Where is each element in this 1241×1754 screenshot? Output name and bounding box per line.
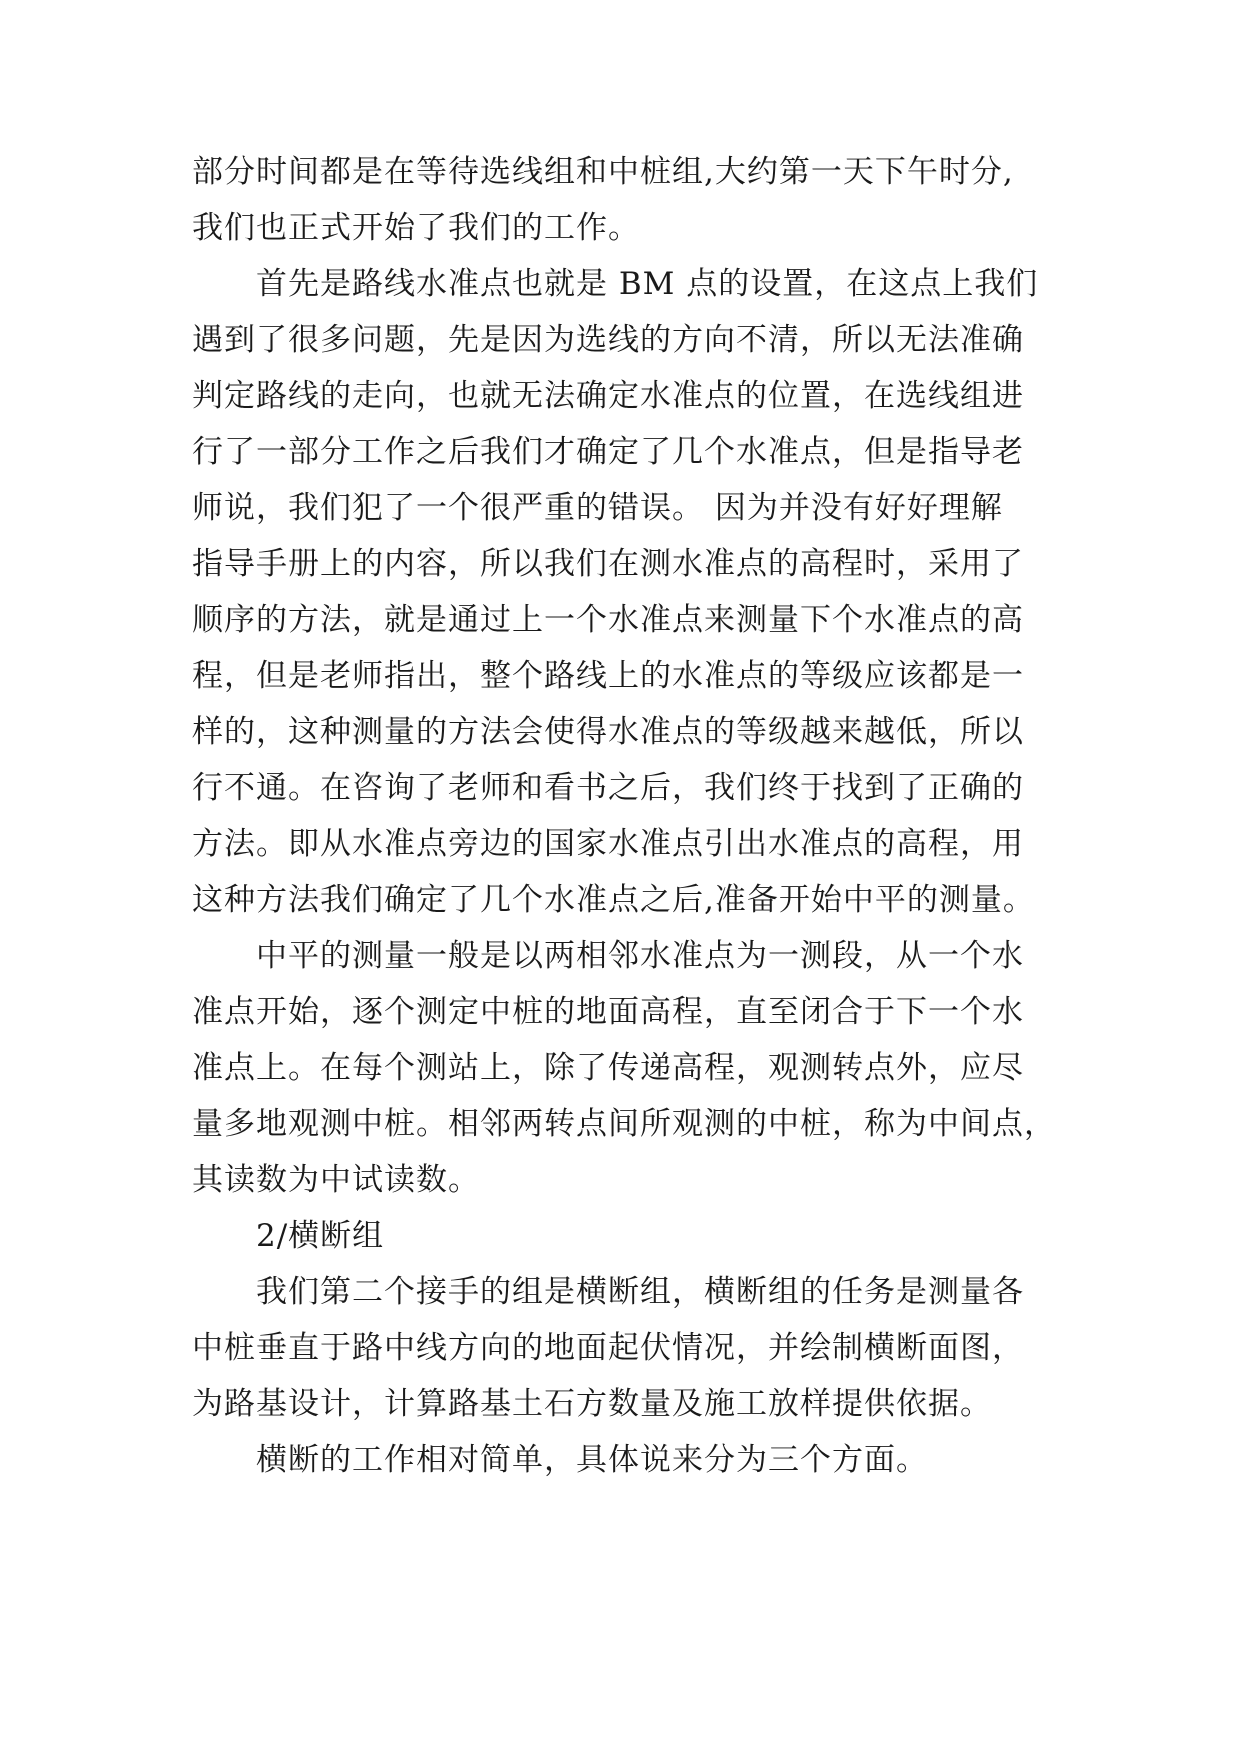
text-line: 我们也正式开始了我们的工作。 [192,210,640,246]
paragraph-start-line: 横断的工作相对简单，具体说来分为三个方面。 [256,1442,928,1478]
text-line: 准点上。在每个测站上，除了传递高程，观测转点外，应尽 [192,1050,1024,1086]
paragraph-start-line: 中平的测量一般是以两相邻水准点为一测段，从一个水 [256,938,1024,974]
text-line: 方法。即从水准点旁边的国家水准点引出水准点的高程，用 [192,826,1024,862]
text-line: 行了一部分工作之后我们才确定了几个水准点，但是指导老 [192,434,1024,470]
text-line: 其读数为中试读数。 [192,1162,480,1198]
paragraph-start-line: 我们第二个接手的组是横断组，横断组的任务是测量各 [256,1274,1024,1310]
text-line: 指导手册上的内容，所以我们在测水准点的高程时，采用了 [192,546,1024,582]
paragraph-start-line: 首先是路线水准点也就是 BM 点的设置，在这点上我们 [256,266,1039,302]
text-line: 这种方法我们确定了几个水准点之后,准备开始中平的测量。 [192,882,1035,918]
text-line: 为路基设计，计算路基土石方数量及施工放样提供依据。 [192,1386,992,1422]
text-line: 准点开始，逐个测定中桩的地面高程，直至闭合于下一个水 [192,994,1024,1030]
text-line: 顺序的方法，就是通过上一个水准点来测量下个水准点的高 [192,602,1024,638]
text-line: 师说，我们犯了一个很严重的错误。 因为并没有好好理解 [192,490,1003,526]
text-line: 中桩垂直于路中线方向的地面起伏情况，并绘制横断面图， [192,1330,1024,1366]
text-line: 行不通。在咨询了老师和看书之后，我们终于找到了正确的 [192,770,1024,806]
text-line: 量多地观测中桩。相邻两转点间所观测的中桩，称为中间点， [192,1106,1056,1142]
text-line: 部分时间都是在等待选线组和中桩组,大约第一天下午时分, [192,154,1014,190]
section-heading: 2/横断组 [256,1218,385,1254]
text-line: 判定路线的走向，也就无法确定水准点的位置，在选线组进 [192,378,1024,414]
text-line: 遇到了很多问题，先是因为选线的方向不清，所以无法准确 [192,322,1024,358]
text-line: 样的，这种测量的方法会使得水准点的等级越来越低，所以 [192,714,1024,750]
text-line: 程，但是老师指出，整个路线上的水准点的等级应该都是一 [192,658,1024,694]
